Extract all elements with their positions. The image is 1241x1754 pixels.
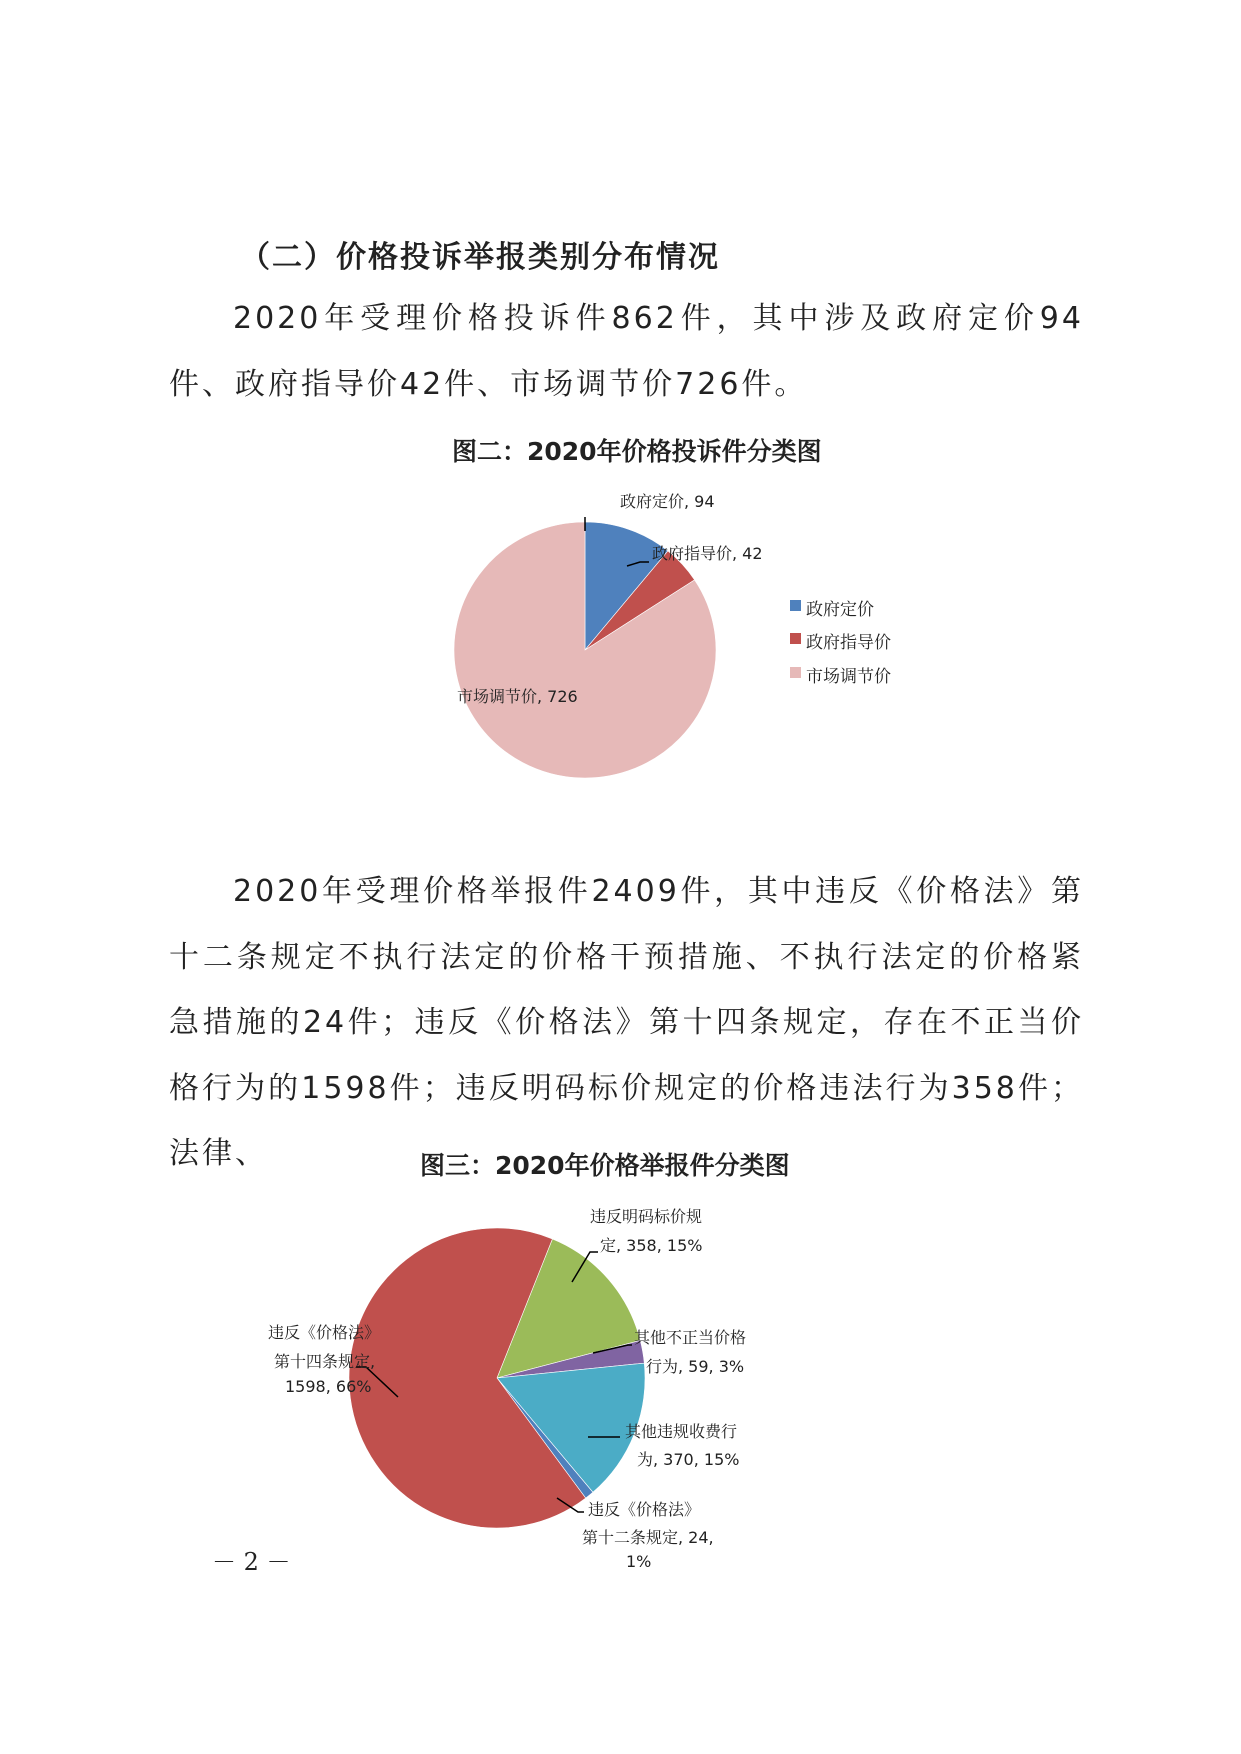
legend-label: 政府指导价: [806, 633, 891, 653]
chart2-data-label: 违反《价格法》: [588, 1500, 701, 1519]
paragraph-complaints-text: 2020年受理价格投诉件862件，其中涉及政府定价94件、政府指导价42件、市场调节价726件。: [169, 301, 1084, 402]
section-heading: （二）价格投诉举报类别分布情况: [240, 240, 720, 275]
paragraph-reports: [169, 859, 1084, 1187]
legend-swatch: [790, 600, 801, 611]
legend-swatch: [790, 667, 801, 678]
chart2-data-label: 违反明码标价规: [590, 1207, 703, 1226]
chart2-data-label: 第十四条规定,: [274, 1352, 376, 1371]
chart1-data-label: 市场调节价, 726: [457, 687, 578, 706]
chart1-title: 图二：2020年价格投诉件分类图: [452, 437, 822, 466]
chart2-data-label: 1598, 66%: [285, 1377, 372, 1396]
chart2-data-label: 定, 358, 15%: [600, 1236, 703, 1255]
page-number: － 2 －: [212, 1548, 291, 1576]
chart2-data-label: 为, 370, 15%: [637, 1450, 740, 1469]
chart1-data-label: 政府定价, 94: [620, 492, 715, 511]
chart2-data-label: 第十二条规定, 24,: [582, 1528, 714, 1547]
chart2-data-label: 其他违规收费行: [625, 1422, 738, 1441]
legend-label: 政府定价: [806, 600, 874, 620]
legend-swatch: [790, 633, 801, 644]
chart2-data-label: 其他不正当价格: [634, 1328, 747, 1347]
chart1-data-label: 政府指导价, 42: [652, 544, 763, 563]
chart2-data-label: 违反《价格法》: [268, 1323, 381, 1342]
chart2-pie: [349, 1228, 645, 1528]
chart2-title: 图三：2020年价格举报件分类图: [420, 1151, 790, 1180]
chart2-data-label: 行为, 59, 3%: [646, 1357, 745, 1376]
legend-label: 市场调节价: [806, 667, 891, 687]
chart2-data-label: 1%: [626, 1552, 652, 1571]
paragraph-reports-text: 2020年受理价格举报件2409件，其中违反《价格法》第十二条规定不执行法定的价格干预措施、不执行法定的价格紧急措施的24件；违反《价格法》第十四条规定，存在不正当价格行为的1598件；违反明码标价规定的价格违法行为358件；法律、: [169, 874, 1084, 1171]
